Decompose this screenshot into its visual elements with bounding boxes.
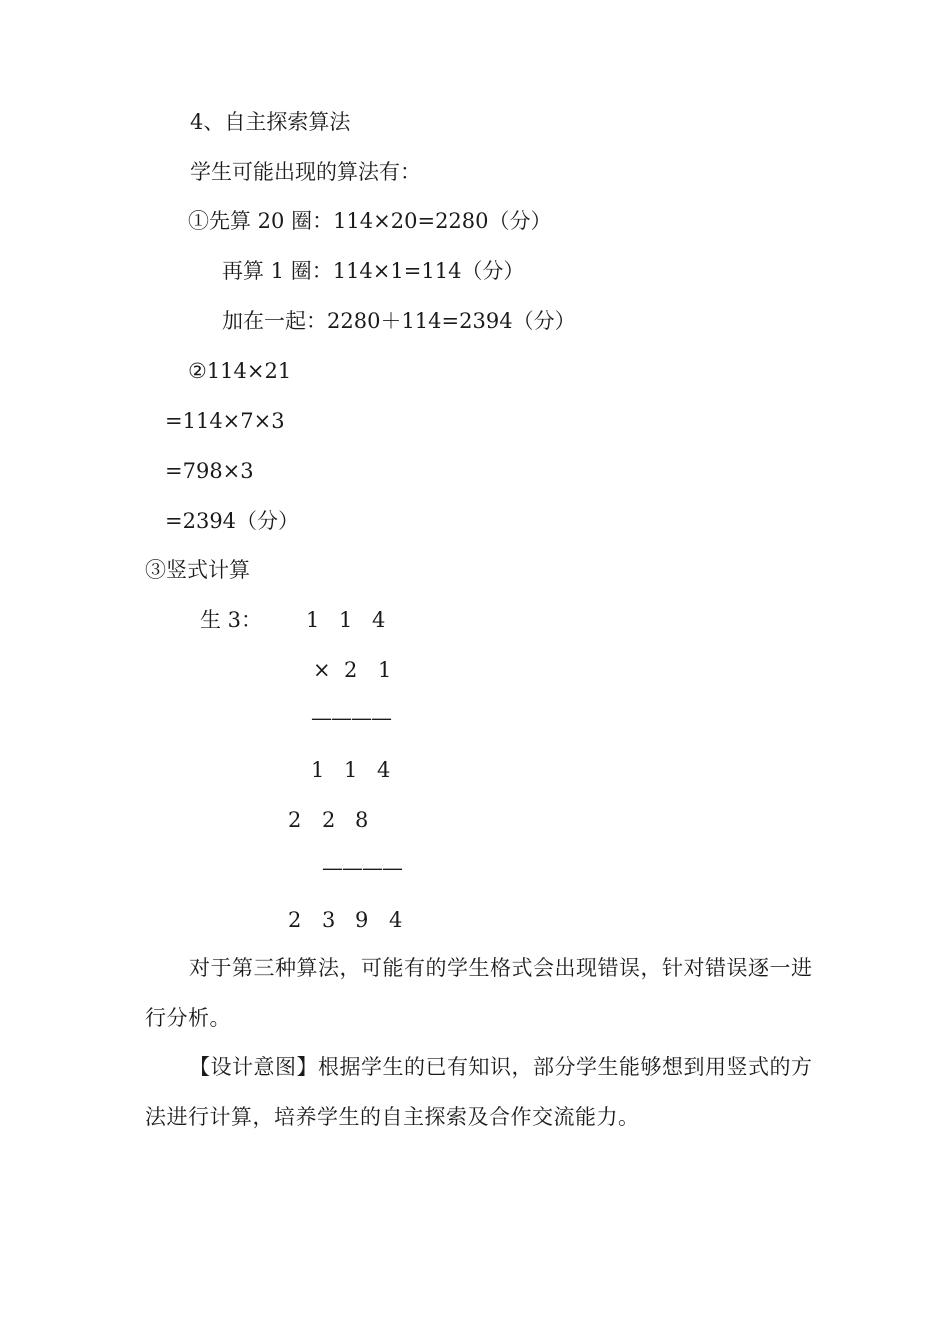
design-intent-paragraph: 【设计意图】根据学生的已有知识，部分学生能够想到用竖式的方法进行计算，培养学生的自主探索及合作交流能力。: [145, 1055, 813, 1129]
student-label: 生 3：: [200, 608, 263, 632]
multiplier-digit: 1: [378, 658, 392, 682]
multiplier-digit: 2: [344, 658, 358, 682]
multiplicand-digit: 1: [339, 608, 353, 632]
result-digit: 4: [389, 908, 403, 932]
method2-line3: =798×3: [165, 459, 254, 483]
result-digit: 9: [355, 908, 369, 932]
multiplicand-digit: 1: [306, 608, 320, 632]
method2-line2: =114×7×3: [165, 409, 285, 433]
calc-rule-1: ————: [311, 706, 391, 730]
multiply-sign: ×: [313, 658, 331, 682]
result-digit: 2: [288, 908, 302, 932]
method1-line3: 加在一起：2280＋114=2394（分）: [222, 309, 576, 333]
multiplicand-digit: 4: [372, 608, 386, 632]
step-heading: 4、自主探索算法: [190, 110, 351, 134]
partial-product-digit: 2: [288, 808, 302, 832]
method1-line2: 再算 1 圈：114×1=114（分）: [222, 259, 525, 283]
partial-product-digit: 1: [311, 758, 325, 782]
method3-heading: ③竖式计算: [145, 558, 250, 582]
partial-product-digit: 2: [322, 808, 336, 832]
partial-product-digit: 1: [344, 758, 358, 782]
method1-line1: ①先算 20 圈：114×20=2280（分）: [188, 209, 552, 233]
partial-product-digit: 4: [377, 758, 391, 782]
algorithms-intro: 学生可能出现的算法有：: [190, 160, 421, 184]
method2-line1: ②114×21: [188, 359, 292, 383]
calc-rule-2: ————: [322, 856, 402, 880]
partial-product-digit: 8: [355, 808, 369, 832]
result-digit: 3: [322, 908, 336, 932]
analysis-paragraph: 对于第三种算法，可能有的学生格式会出现错误，针对错误逐一进行分析。: [145, 956, 813, 1030]
method2-line4: =2394（分）: [165, 509, 300, 533]
